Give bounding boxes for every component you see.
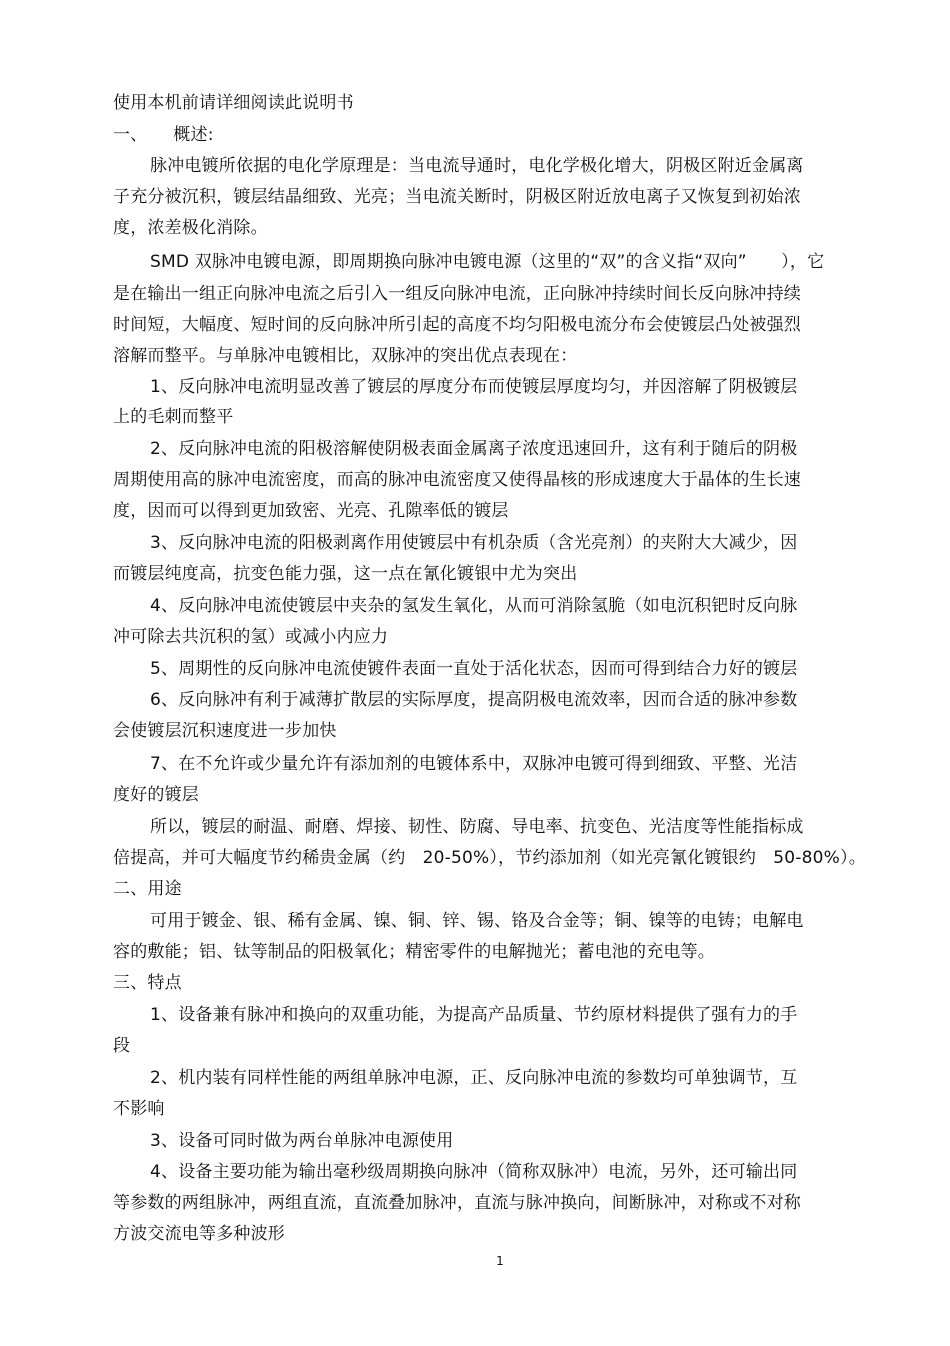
list-item-line: 会使镀层沉积速度进一步加快	[113, 721, 337, 741]
text-line: 可用于镀金、银、稀有金属、镍、铜、锌、锡、铬及合金等；铜、镍等的电铸；电解电	[150, 911, 804, 931]
text-line: 所以，镀层的耐温、耐磨、焊接、韧性、防腐、导电率、抗变色、光洁度等性能指标成	[150, 817, 804, 837]
list-item-line: 5、周期性的反向脉冲电流使镀件表面一直处于活化状态，因而可得到结合力好的镀层	[150, 659, 798, 679]
list-item-line: 7、在不允许或少量允许有添加剂的电镀体系中，双脉冲电镀可得到细致、平整、光洁	[150, 754, 798, 774]
text-line: 溶解而整平。与单脉冲电镀相比，双脉冲的突出优点表现在：	[113, 346, 578, 366]
text-line: 倍提高，并可大幅度节约稀贵金属（约 20-50%），节约添加剂（如光亮氰化镀银约 50-80%）。	[113, 848, 866, 868]
text-line: SMD 双脉冲电镀电源，即周期换向脉冲电镀电源（这里的“双”的含义指“双向” ），它	[150, 252, 825, 272]
text-line: 是在输出一组正向脉冲电流之后引入一组反向脉冲电流，正向脉冲持续时间长反向脉冲持续	[113, 284, 801, 304]
section-heading-features: 三、特点	[113, 973, 182, 993]
text-line: 度，浓差极化消除。	[113, 218, 268, 238]
list-item-line: 上的毛刺而整平	[113, 407, 234, 427]
list-item-line: 4、设备主要功能为输出毫秒级周期换向脉冲（简称双脉冲）电流，另外，还可输出同	[150, 1162, 798, 1182]
list-item-line: 度好的镀层	[113, 785, 199, 805]
page-number: 1	[496, 1254, 504, 1268]
list-item-line: 段	[113, 1036, 131, 1056]
section-heading-usage: 二、用途	[113, 879, 182, 899]
list-item-line: 3、设备可同时做为两台单脉冲电源使用	[150, 1131, 454, 1151]
list-item-line: 2、反向脉冲电流的阳极溶解使阴极表面金属离子浓度迅速回升，这有利于随后的阴极	[150, 439, 798, 459]
list-item-line: 而镀层纯度高，抗变色能力强，这一点在氰化镀银中尤为突出	[113, 564, 578, 584]
list-item-line: 度，因而可以得到更加致密、光亮、孔隙率低的镀层	[113, 501, 509, 521]
text-line: 容的敷能；铝、钛等制品的阳极氧化；精密零件的电解抛光；蓄电池的充电等。	[113, 942, 715, 962]
list-item-line: 冲可除去共沉积的氢）或减小内应力	[113, 627, 389, 647]
text-line: 脉冲电镀所依据的电化学原理是：当电流导通时，电化学极化增大，阴极区附近金属离	[150, 156, 804, 176]
list-item-line: 3、反向脉冲电流的阳极剥离作用使镀层中有机杂质（含光亮剂）的夹附大大减少，因	[150, 533, 798, 553]
list-item-line: 1、设备兼有脉冲和换向的双重功能，为提高产品质量、节约原材料提供了强有力的手	[150, 1005, 798, 1025]
section-heading-overview: 一、 概述:	[113, 125, 214, 145]
text-line: 时间短，大幅度、短时间的反向脉冲所引起的高度不均匀阳极电流分布会使镀层凸处被强烈	[113, 315, 801, 335]
list-item-line: 方波交流电等多种波形	[113, 1224, 285, 1244]
list-item-line: 不影响	[113, 1099, 165, 1119]
list-item-line: 周期使用高的脉冲电流密度，而高的脉冲电流密度又使得晶核的形成速度大于晶体的生长速	[113, 470, 801, 490]
list-item-line: 1、反向脉冲电流明显改善了镀层的厚度分布而使镀层厚度均匀，并因溶解了阴极镀层	[150, 377, 798, 397]
list-item-line: 6、反向脉冲有利于减薄扩散层的实际厚度，提高阴极电流效率，因而合适的脉冲参数	[150, 690, 798, 710]
list-item-line: 4、反向脉冲电流使镀层中夹杂的氢发生氧化，从而可消除氢脆（如电沉积钯时反向脉	[150, 596, 798, 616]
list-item-line: 2、机内装有同样性能的两组单脉冲电源，正、反向脉冲电流的参数均可单独调节，互	[150, 1068, 798, 1088]
text-line: 子充分被沉积，镀层结晶细致、光亮；当电流关断时，阴极区附近放电离子又恢复到初始浓	[113, 187, 801, 207]
document-title-line: 使用本机前请详细阅读此说明书	[113, 93, 354, 113]
list-item-line: 等参数的两组脉冲，两组直流，直流叠加脉冲，直流与脉冲换向，间断脉冲，对称或不对称	[113, 1193, 801, 1213]
